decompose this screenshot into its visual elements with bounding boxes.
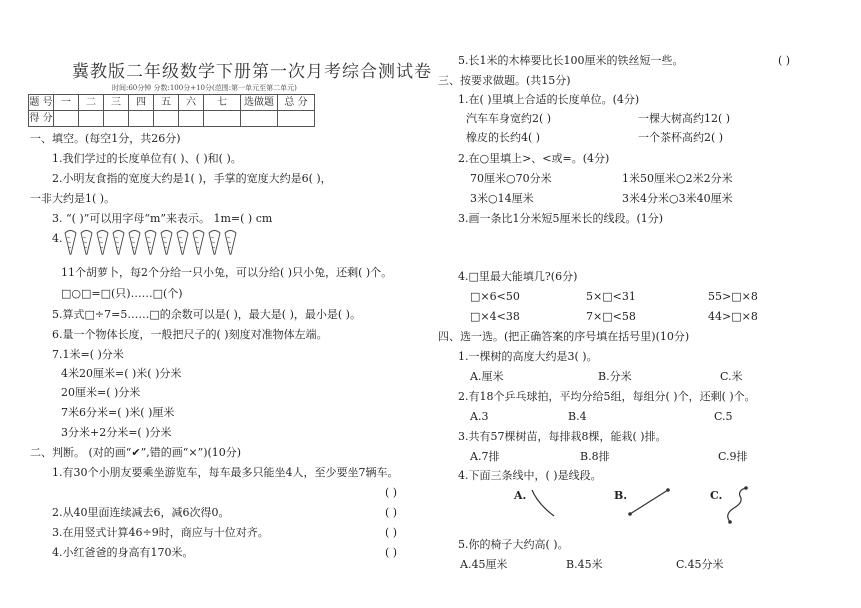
question-text: 5.长1米的木棒要比长100厘米的铁丝短一些。: [458, 54, 684, 67]
score-blank[interactable]: [154, 111, 179, 127]
question-text: 3分米+2分米=( )分米: [61, 426, 172, 439]
option-b[interactable]: B.4: [568, 410, 587, 423]
score-blank[interactable]: [241, 111, 278, 127]
score-blank[interactable]: [129, 111, 154, 127]
question-text: 1米50厘米○2米2分米: [622, 172, 733, 185]
score-blank[interactable]: [104, 111, 129, 127]
question-text: 7.1米=( )分米: [52, 348, 124, 361]
score-cell: 总 分: [278, 95, 315, 111]
segment-b: [630, 490, 668, 514]
carrot-icon: [128, 229, 141, 255]
endpoint-dot: [628, 512, 632, 516]
question-text: 2.在○里填上>、<或=。(4分): [458, 152, 610, 165]
option-b[interactable]: B.8排: [580, 450, 610, 463]
score-blank[interactable]: [204, 111, 241, 127]
question-text: 4.小红爸爸的身高有170米。: [52, 546, 194, 559]
score-cell: 选做题: [241, 95, 278, 111]
question-text: 1.在( )里填上合适的长度单位。(4分): [458, 93, 640, 106]
score-cell: 六: [179, 95, 204, 111]
question-text: 一棵大树高约12( ): [638, 112, 731, 125]
page-title: 冀教版二年级数学下册第一次月考综合测试卷: [72, 62, 432, 82]
curve-line-a: [532, 490, 554, 516]
question-text: 44>□×8: [708, 310, 758, 323]
question-text: 11个胡萝卜，每2个分给一只小兔，可以分给( )只小兔，还剩( )个。: [61, 266, 393, 279]
score-cell: 得 分: [29, 111, 54, 127]
endpoint-dot: [728, 520, 732, 524]
question-text: 5.算式□÷7=5……□的余数可以是( )，最大是( )，最小是( )。: [52, 308, 361, 321]
answer-bracket[interactable]: ( ): [385, 526, 398, 539]
question-text: 55>□×8: [708, 290, 758, 303]
question-text: 4.下面三条线中，( )是线段。: [458, 469, 602, 482]
question-text: □○□=□(只)……□(个): [61, 287, 183, 300]
score-blank[interactable]: [54, 111, 79, 127]
option-c[interactable]: C.5: [714, 410, 733, 423]
question-text: 1.我们学过的长度单位有( )、( )和( )。: [52, 152, 242, 165]
question-text: 橡皮的长约4( ): [466, 131, 541, 144]
question-text: 3.共有57棵树苗，每排栽8棵，能栽( )排。: [458, 430, 667, 443]
score-blank[interactable]: [278, 111, 315, 127]
question-text: 5×□<31: [586, 290, 636, 303]
option-a[interactable]: A.45厘米: [460, 558, 508, 571]
answer-bracket[interactable]: ( ): [778, 54, 791, 67]
question-text: 3. “( )”可以用字母“m”来表示。 1m=( ) cm: [52, 212, 273, 225]
score-table: [28, 94, 315, 127]
option-a[interactable]: A.7排: [470, 450, 500, 463]
question-text: 3.在用竖式计算46÷9时，商应与十位对齐。: [52, 526, 269, 539]
section3-heading: 三、按要求做题。(共15分): [438, 74, 571, 87]
option-b[interactable]: B.: [614, 489, 628, 502]
score-cell: 二: [79, 95, 104, 111]
question-text: 5.你的椅子大约高( )。: [458, 538, 569, 551]
carrot-icon: [192, 229, 205, 255]
answer-bracket[interactable]: ( ): [385, 546, 398, 559]
option-b[interactable]: B.分米: [598, 370, 632, 383]
question-text: 2.有18个乒乓球拍，平均分给5组，每组分( )个，还剩( )个。: [458, 390, 756, 403]
question-number: 4.: [52, 232, 63, 245]
section1-heading: 一、填空。(每空1分，共26分): [30, 132, 181, 145]
score-cell: 题 号: [29, 95, 54, 111]
score-blank[interactable]: [79, 111, 104, 127]
carrot-icon: [64, 229, 77, 255]
score-blank[interactable]: [179, 111, 204, 127]
option-c[interactable]: C.米: [720, 370, 743, 383]
question-text: 1.一棵树的高度大约是3( )。: [458, 350, 598, 363]
line-figures: [510, 484, 770, 528]
question-text: 2.从40里面连续减去6，减6次得0。: [52, 506, 230, 519]
answer-bracket[interactable]: ( ): [385, 486, 398, 499]
option-c[interactable]: C.9排: [718, 450, 748, 463]
question-text: 一非大约是1( )。: [30, 192, 116, 205]
score-table-score-row: [29, 111, 315, 127]
question-text: 汽车车身宽约2( ): [466, 112, 552, 125]
endpoint-dot: [744, 486, 748, 490]
question-text: 2.小明友食指的宽度大约是1( )，手掌的宽度大约是6( )，: [52, 172, 332, 185]
score-table-header-row: [29, 95, 315, 111]
score-cell: 一: [54, 95, 79, 111]
option-a[interactable]: A.3: [470, 410, 489, 423]
carrot-icon: [80, 229, 93, 255]
question-text: 7米6分米=( )米( )厘米: [61, 406, 175, 419]
score-cell: 五: [154, 95, 179, 111]
carrot-icon: [96, 229, 109, 255]
question-text: 一个茶杯高约2( ): [638, 131, 724, 144]
carrot-icon: [176, 229, 189, 255]
section2-heading: 二、判断。 (对的画“✔”,错的画“×”)(10分): [30, 446, 242, 459]
question-text: 3米○14厘米: [470, 192, 534, 205]
question-text: 4米20厘米=( )米( )分米: [61, 367, 182, 380]
answer-bracket[interactable]: ( ): [385, 506, 398, 519]
question-text: □×4<38: [470, 310, 520, 323]
score-cell: 四: [129, 95, 154, 111]
carrot-icon: [112, 229, 125, 255]
score-cell: 七: [204, 95, 241, 111]
option-b[interactable]: B.45米: [566, 558, 603, 571]
carrot-icon: [208, 229, 221, 255]
option-a[interactable]: A.厘米: [470, 370, 504, 383]
question-text: 7×□<58: [586, 310, 636, 323]
question-text: 3.画一条比1分米短5厘米长的线段。(1分): [458, 212, 664, 225]
carrot-icon: [224, 229, 237, 255]
carrot-icon: [144, 229, 157, 255]
question-text: 20厘米=( )分米: [61, 386, 141, 399]
question-text: 1.有30个小朋友要乘坐游览车，每车最多只能坐4人，至少要坐7辆车。: [52, 466, 399, 479]
question-text: 3米4分米○3米40厘米: [622, 192, 733, 205]
option-c[interactable]: C.: [710, 489, 723, 502]
carrot-icon: [160, 229, 173, 255]
question-text: □×6<50: [470, 290, 520, 303]
question-text: 6.量一个物体长度，一般把尺子的( )刻度对准物体左端。: [52, 328, 328, 341]
section4-heading: 四、选一选。(把正确答案的序号填在括号里)(10分): [438, 330, 690, 343]
carrot-illustration: [64, 229, 237, 255]
endpoint-dot: [666, 488, 670, 492]
question-text: 70厘米○70分米: [470, 172, 552, 185]
wavy-line-c: [728, 488, 746, 522]
option-a[interactable]: A.: [514, 489, 527, 502]
option-c[interactable]: C.45分米: [676, 558, 724, 571]
question-text: 4.□里最大能填几?(6分): [458, 270, 578, 283]
exam-info: 时间:60分钟 分数:100分+10分(范围:第一单元至第二单元): [112, 84, 297, 92]
score-cell: 三: [104, 95, 129, 111]
